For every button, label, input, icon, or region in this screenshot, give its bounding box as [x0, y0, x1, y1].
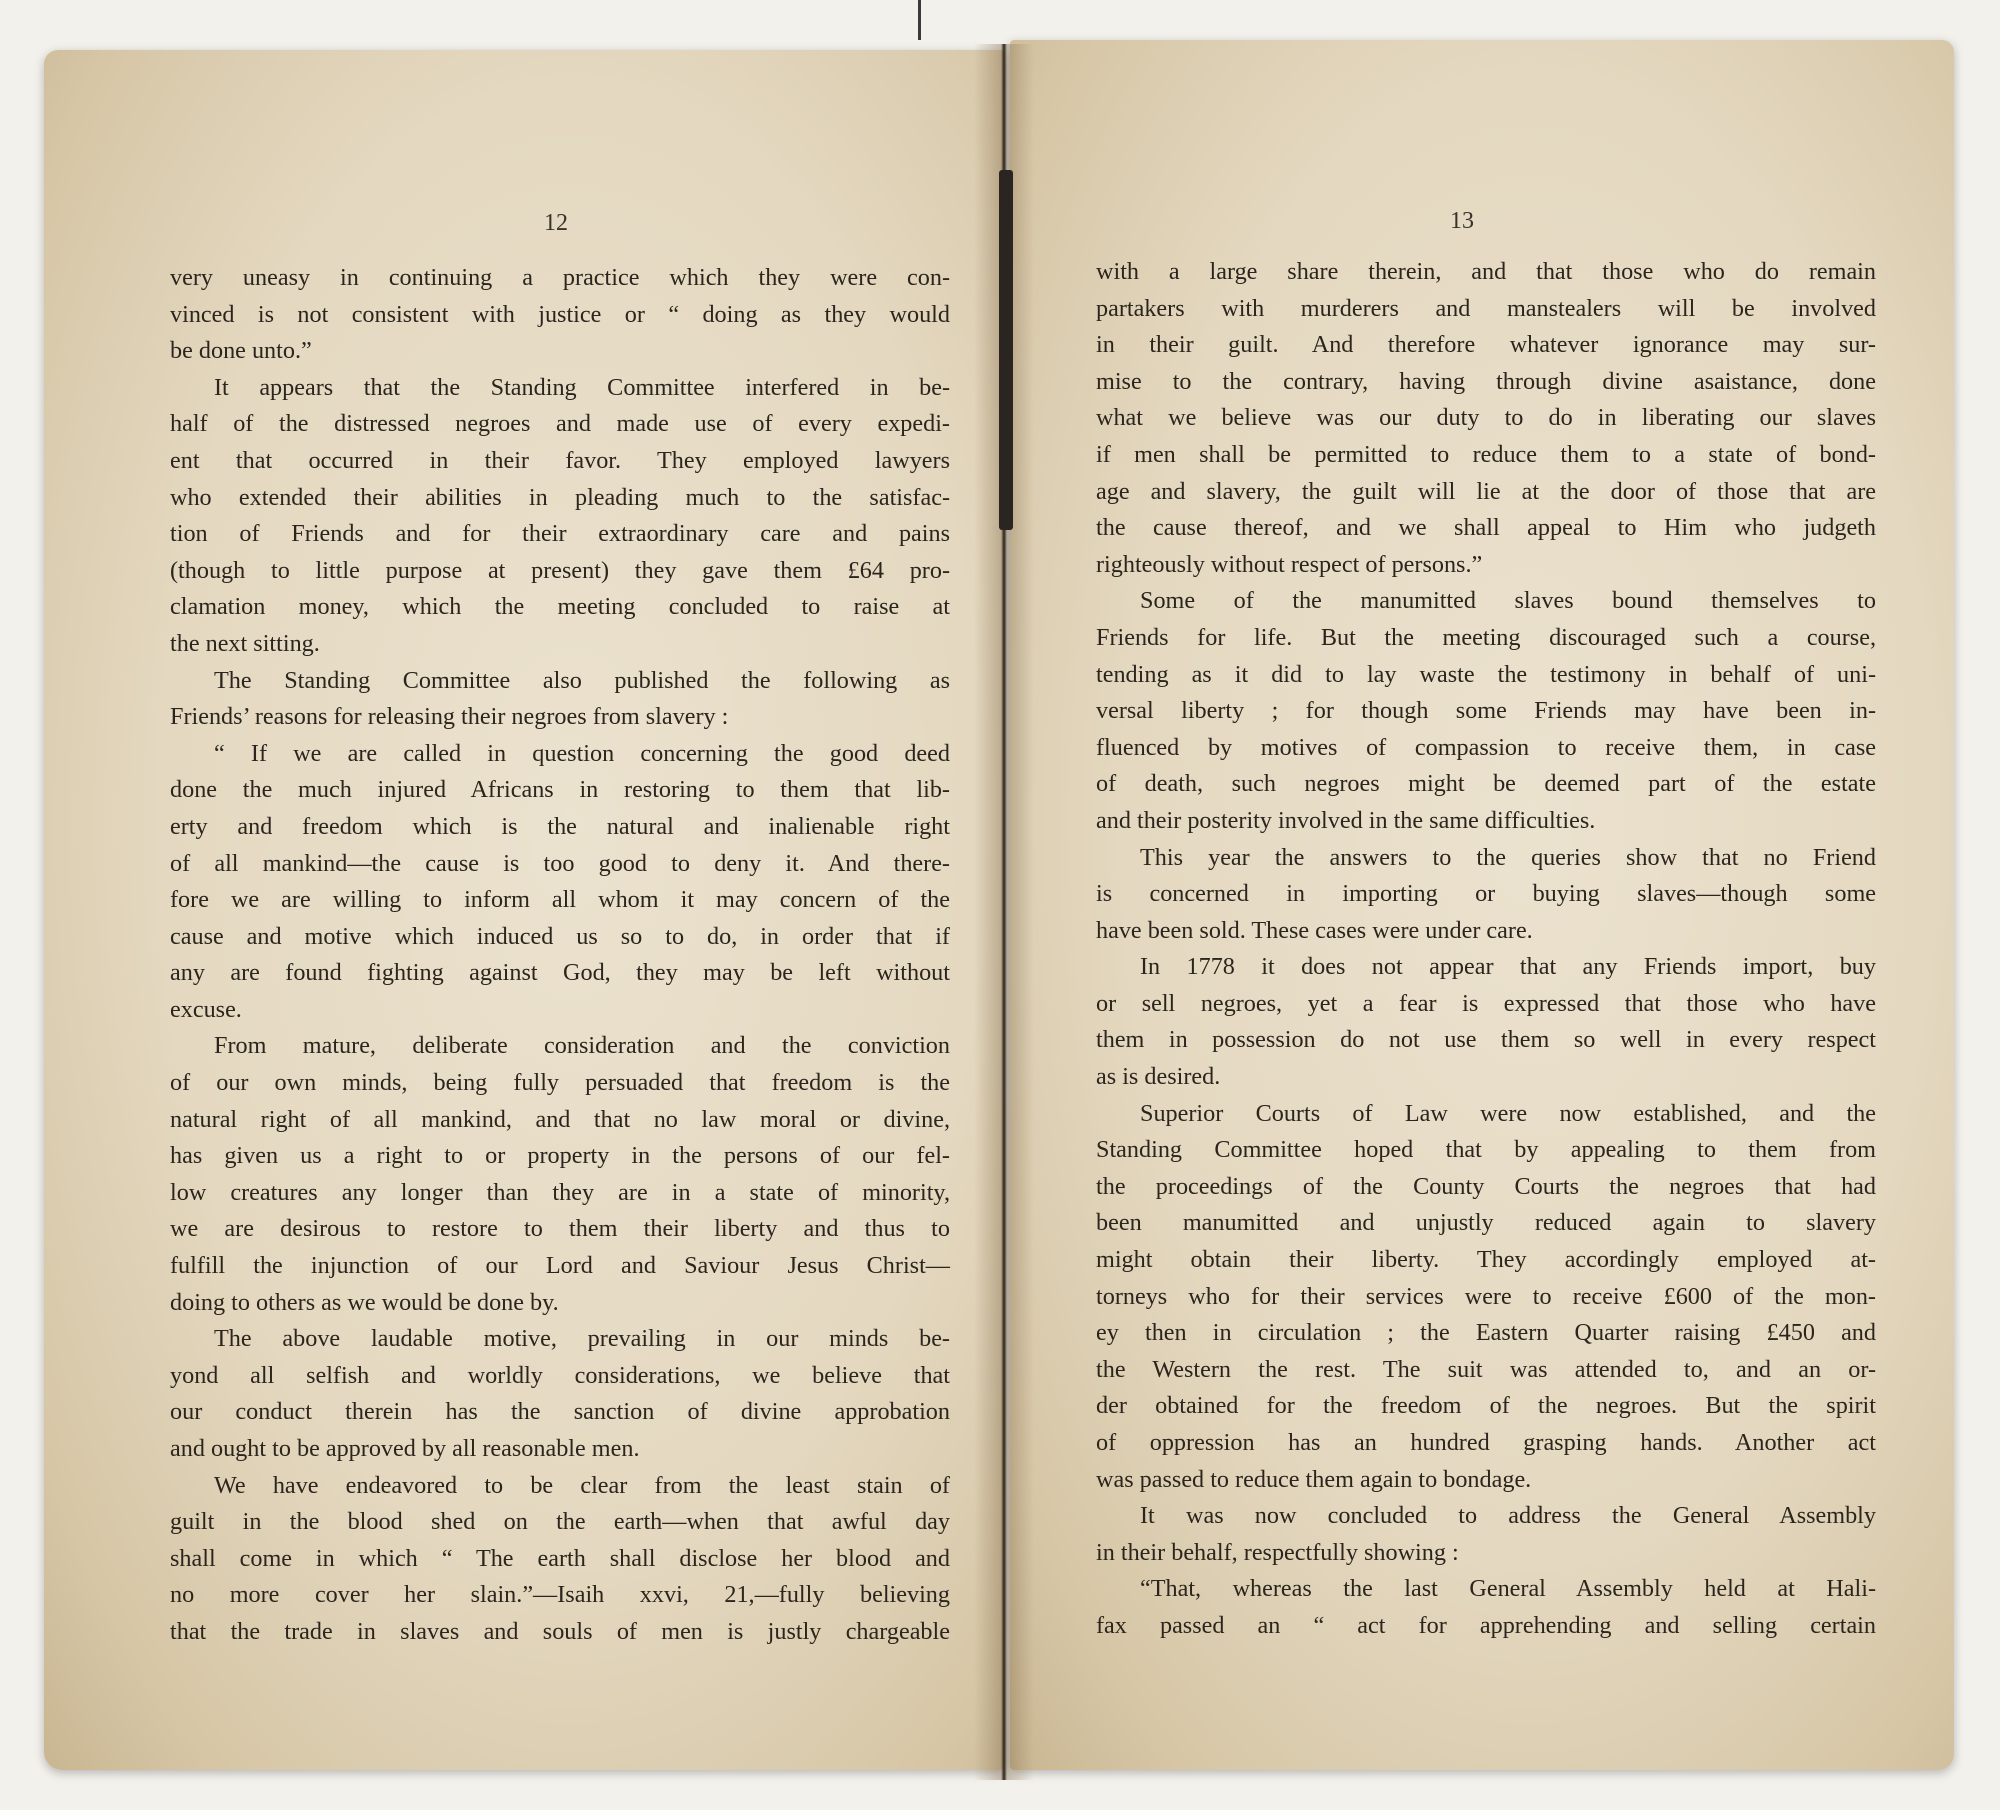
text-line: fulfill the injunction of our Lord and Saviour Jesus Christ— — [170, 1252, 950, 1280]
text-line: We have endeavored to be clear from the least stain of — [214, 1471, 950, 1499]
text-line: mise to the contrary, having through divine asaistance, done — [1096, 367, 1876, 395]
text-line: Friends for life. But the meeting discouraged such a course, — [1096, 623, 1876, 651]
text-line: der obtained for the freedom of the negroes. But the spirit — [1096, 1392, 1876, 1420]
text-line: vinced is not consistent with justice or “ doing as they would — [170, 300, 950, 328]
text-line: cause and motive which induced us so to do, in order that if — [170, 922, 950, 950]
text-line: that the trade in slaves and souls of men is justly chargeable — [170, 1617, 950, 1645]
scan-edge-mark — [918, 0, 921, 40]
text-line: them in possession do not use them so well in every respect — [1096, 1026, 1876, 1054]
left-page — [44, 50, 1004, 1770]
text-line: the Western the rest. The suit was attended to, and an or- — [1096, 1355, 1876, 1383]
text-line: “That, whereas the last General Assembly held at Hali- — [1140, 1575, 1876, 1603]
page-text — [170, 260, 950, 1651]
text-line: of our own minds, being fully persuaded that freedom is the — [170, 1069, 950, 1097]
page-text — [1096, 254, 1876, 1645]
text-line: of oppression has an hundred grasping hands. Another act — [1096, 1429, 1876, 1456]
text-line: done the much injured Africans in restoring to them that lib- — [170, 776, 950, 804]
text-line: fax passed an “ act for apprehending and selling certain — [1096, 1611, 1876, 1639]
text-line: (though to little purpose at present) they gave them £64 pro- — [170, 556, 950, 584]
text-line: natural right of all mankind, and that no law moral or divine, — [170, 1105, 950, 1133]
text-line: yond all selfish and worldly considerations, we believe that — [170, 1361, 950, 1389]
text-line: partakers with murderers and manstealers will be involved — [1096, 294, 1876, 322]
text-line: In 1778 it does not appear that any Friends import, buy — [1140, 953, 1876, 981]
text-line: It appears that the Standing Committee interfered in be- — [214, 373, 950, 401]
text-line: in their behalf, respectfully showing : — [1096, 1538, 1459, 1566]
text-line: no more cover her slain.”—Isaih xxvi, 21,—fully believing — [170, 1581, 950, 1609]
text-line: shall come in which “ The earth shall disclose her blood and — [170, 1544, 950, 1572]
book-spread — [44, 50, 1984, 1790]
text-line: The above laudable motive, prevailing in our minds be- — [214, 1325, 950, 1353]
text-line: guilt in the blood shed on the earth—when that awful day — [170, 1508, 950, 1536]
text-line: as is desired. — [1096, 1063, 1221, 1091]
text-line: This year the answers to the queries show that no Friend — [1140, 843, 1876, 871]
text-line: of death, such negroes might be deemed part of the estate — [1096, 770, 1876, 798]
text-line: tending as it did to lay waste the testimony in behalf of uni- — [1096, 660, 1876, 688]
text-line: who extended their abilities in pleading much to the satisfac- — [170, 483, 950, 511]
page-number: 12 — [544, 210, 568, 236]
text-line: been manumitted and unjustly reduced again to slavery — [1096, 1209, 1876, 1237]
book-spine-binding — [999, 170, 1013, 530]
text-line: erty and freedom which is the natural and inalienable right — [170, 812, 950, 840]
text-line: of all mankind—the cause is too good to deny it. And there- — [170, 849, 950, 877]
text-line: or sell negroes, yet a fear is expressed that those who have — [1096, 989, 1876, 1017]
text-line: half of the distressed negroes and made use of every expedi- — [170, 410, 950, 438]
text-line: be done unto.” — [170, 337, 312, 365]
text-line: fore we are willing to inform all whom it may concern of the — [170, 886, 950, 914]
text-line: if men shall be permitted to reduce them to a state of bond- — [1096, 440, 1876, 468]
text-line: the proceedings of the County Courts the negroes that had — [1096, 1172, 1876, 1200]
text-line: torneys who for their services were to receive £600 of the mon- — [1096, 1282, 1876, 1310]
text-line: was passed to reduce them again to bondage. — [1096, 1465, 1532, 1493]
page-number: 13 — [1450, 208, 1474, 234]
text-line: versal liberty ; for though some Friends may have been in- — [1096, 697, 1876, 725]
text-line: might obtain their liberty. They accordingly employed at- — [1096, 1246, 1876, 1274]
text-line: has given us a right to or property in the persons of our fel- — [170, 1142, 950, 1170]
text-line: any are found fighting against God, they may be left without — [170, 959, 950, 987]
text-line: age and slavery, the guilt will lie at the door of those that are — [1096, 477, 1876, 505]
text-line: doing to others as we would be done by. — [170, 1288, 559, 1316]
text-line: and their posterity involved in the same difficulties. — [1096, 806, 1596, 834]
text-line: and ought to be approved by all reasonable men. — [170, 1435, 640, 1462]
text-line: From mature, deliberate consideration and the conviction — [214, 1032, 950, 1060]
text-line: we are desirous to restore to them their liberty and thus to — [170, 1215, 950, 1243]
text-line: our conduct therein has the sanction of divine approbation — [170, 1398, 950, 1426]
text-line: what we believe was our duty to do in liberating our slaves — [1096, 404, 1876, 432]
text-line: Some of the manumitted slaves bound themselves to — [1140, 587, 1876, 615]
text-line: very uneasy in continuing a practice which they were con- — [170, 264, 950, 291]
text-line: fluenced by motives of compassion to receive them, in case — [1096, 733, 1876, 761]
text-line: have been sold. These cases were under care. — [1096, 916, 1533, 944]
right-page — [1010, 40, 1954, 1770]
text-line: is concerned in importing or buying slaves—though some — [1096, 880, 1876, 908]
text-line: with a large share therein, and that those who do remain — [1096, 258, 1876, 285]
text-line: The Standing Committee also published the following as — [214, 666, 950, 694]
text-line: Standing Committee hoped that by appealing to them from — [1096, 1136, 1876, 1164]
text-line: excuse. — [170, 995, 242, 1023]
text-line: clamation money, which the meeting concluded to raise at — [170, 593, 950, 621]
text-line: Friends’ reasons for releasing their negroes from slavery : — [170, 703, 729, 731]
text-line: “ If we are called in question concerning the good deed — [214, 739, 950, 767]
text-line: tion of Friends and for their extraordinary care and pains — [170, 520, 950, 548]
text-line: ey then in circulation ; the Eastern Quarter raising £450 and — [1096, 1319, 1876, 1347]
text-line: Superior Courts of Law were now established, and the — [1140, 1099, 1876, 1127]
text-line: the next sitting. — [170, 629, 320, 657]
text-line: low creatures any longer than they are in a state of minority, — [170, 1178, 950, 1206]
text-line: It was now concluded to address the General Assembly — [1140, 1502, 1876, 1530]
text-line: in their guilt. And therefore whatever ignorance may sur- — [1096, 331, 1876, 359]
text-line: righteously without respect of persons.” — [1096, 550, 1483, 578]
text-line: the cause thereof, and we shall appeal to Him who judgeth — [1096, 514, 1876, 542]
text-line: ent that occurred in their favor. They employed lawyers — [170, 446, 950, 474]
